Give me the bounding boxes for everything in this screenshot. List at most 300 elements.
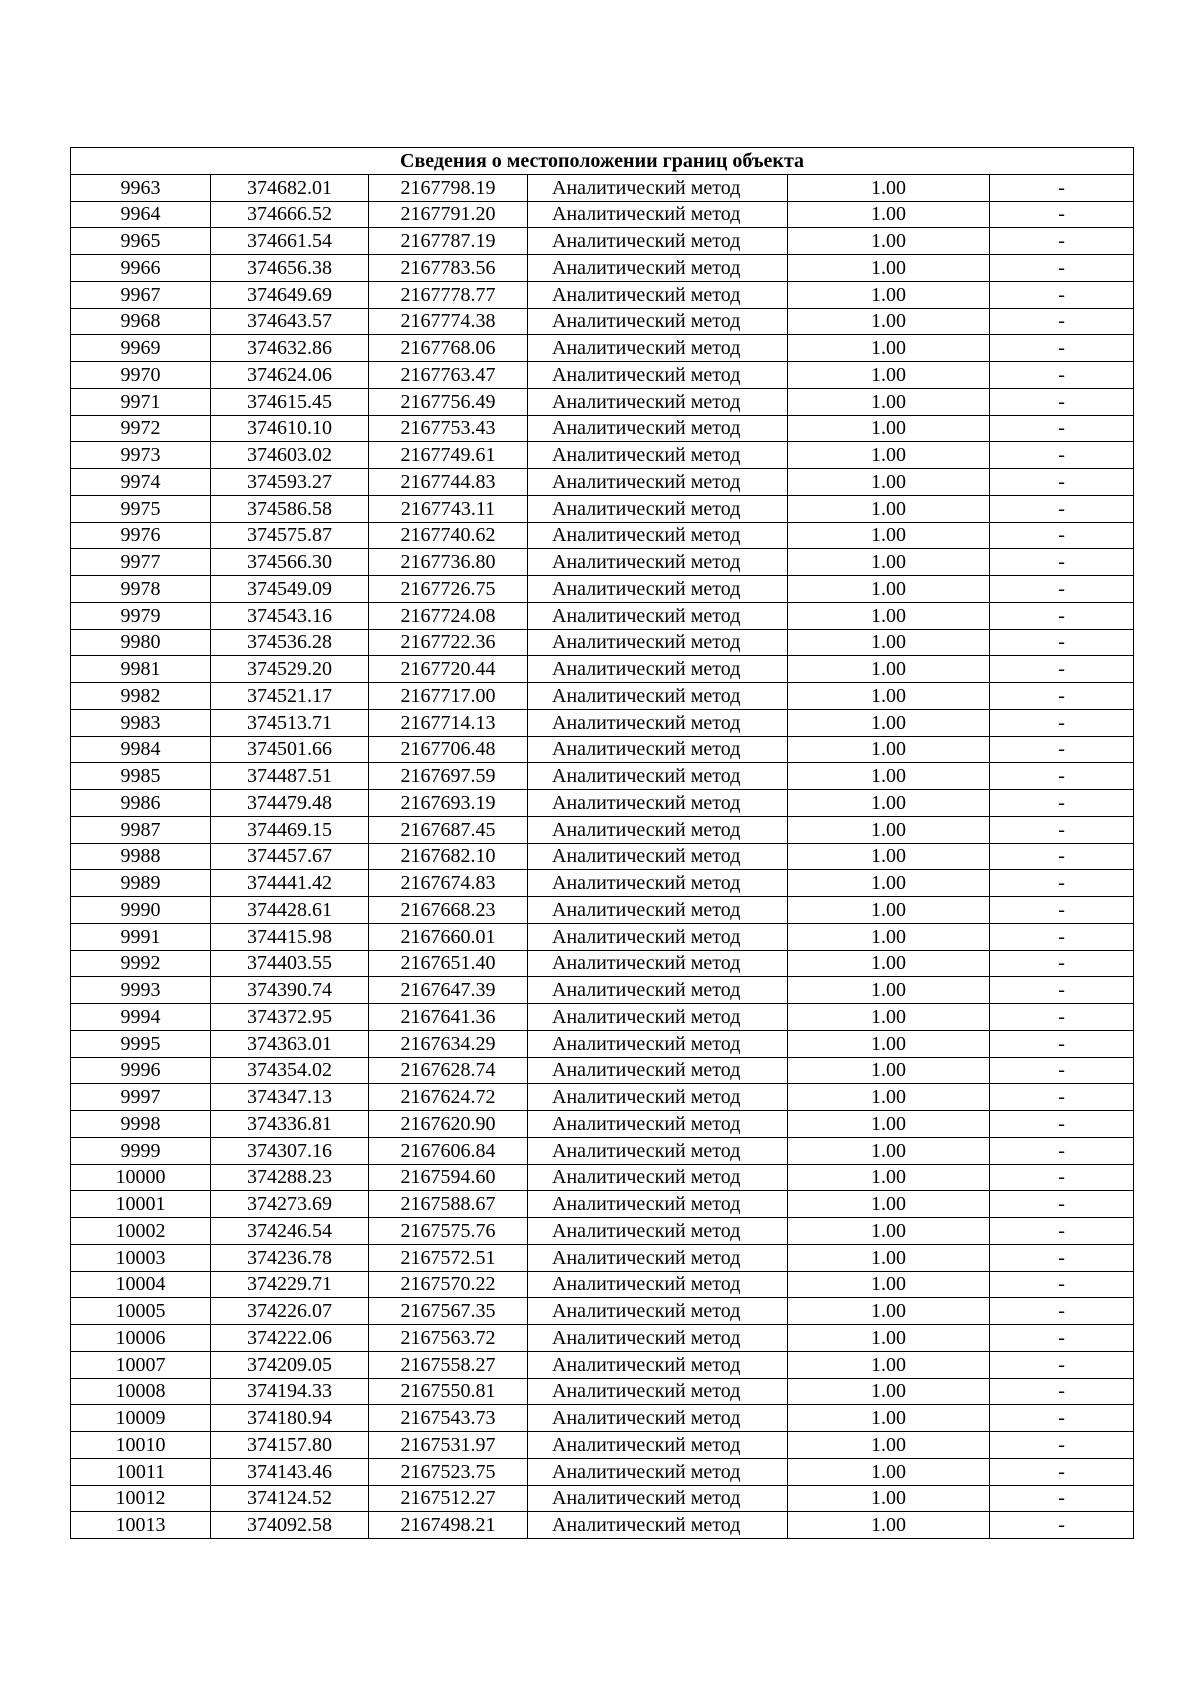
cell-accuracy: 1.00 — [788, 308, 990, 335]
cell-method: Аналитический метод — [528, 602, 788, 629]
table-row — [71, 629, 1134, 656]
cell-coord-y: 2167756.49 — [369, 388, 528, 415]
cell-accuracy: 1.00 — [788, 629, 990, 656]
cell-description: - — [990, 1244, 1134, 1271]
table-row — [71, 1244, 1134, 1271]
table-row — [71, 362, 1134, 389]
table-row — [71, 897, 1134, 924]
cell-point-number: 9997 — [71, 1084, 211, 1111]
table-row — [71, 308, 1134, 335]
table-row — [71, 870, 1134, 897]
cell-coord-x: 374194.33 — [211, 1378, 369, 1405]
cell-accuracy: 1.00 — [788, 1432, 990, 1459]
cell-method: Аналитический метод — [528, 897, 788, 924]
cell-coord-y: 2167550.81 — [369, 1378, 528, 1405]
cell-description: - — [990, 1164, 1134, 1191]
table-row — [71, 281, 1134, 308]
cell-method: Аналитический метод — [528, 923, 788, 950]
table-row — [71, 1378, 1134, 1405]
cell-coord-y: 2167558.27 — [369, 1351, 528, 1378]
table-row — [71, 816, 1134, 843]
table-row — [71, 763, 1134, 790]
cell-description: - — [990, 362, 1134, 389]
cell-point-number: 10002 — [71, 1218, 211, 1245]
cell-method: Аналитический метод — [528, 308, 788, 335]
cell-coord-y: 2167628.74 — [369, 1057, 528, 1084]
cell-point-number: 9995 — [71, 1030, 211, 1057]
cell-accuracy: 1.00 — [788, 495, 990, 522]
table-row — [71, 576, 1134, 603]
cell-accuracy: 1.00 — [788, 1271, 990, 1298]
cell-description: - — [990, 335, 1134, 362]
cell-method: Аналитический метод — [528, 1030, 788, 1057]
cell-coord-x: 374666.52 — [211, 201, 369, 228]
cell-coord-y: 2167706.48 — [369, 736, 528, 763]
cell-coord-y: 2167717.00 — [369, 683, 528, 710]
cell-point-number: 9979 — [71, 602, 211, 629]
cell-point-number: 9977 — [71, 549, 211, 576]
cell-coord-x: 374487.51 — [211, 763, 369, 790]
cell-description: - — [990, 1432, 1134, 1459]
cell-method: Аналитический метод — [528, 522, 788, 549]
table-row — [71, 469, 1134, 496]
table-row — [71, 923, 1134, 950]
cell-point-number: 10009 — [71, 1405, 211, 1432]
table-row — [71, 683, 1134, 710]
cell-point-number: 9998 — [71, 1111, 211, 1138]
cell-coord-x: 374124.52 — [211, 1485, 369, 1512]
cell-coord-y: 2167572.51 — [369, 1244, 528, 1271]
cell-coord-x: 374307.16 — [211, 1137, 369, 1164]
cell-point-number: 9988 — [71, 843, 211, 870]
cell-method: Аналитический метод — [528, 415, 788, 442]
cell-accuracy: 1.00 — [788, 1164, 990, 1191]
cell-accuracy: 1.00 — [788, 736, 990, 763]
cell-point-number: 9996 — [71, 1057, 211, 1084]
cell-method: Аналитический метод — [528, 1405, 788, 1432]
cell-accuracy: 1.00 — [788, 1485, 990, 1512]
cell-description: - — [990, 228, 1134, 255]
table-row — [71, 1298, 1134, 1325]
cell-accuracy: 1.00 — [788, 522, 990, 549]
cell-method: Аналитический метод — [528, 174, 788, 201]
cell-point-number: 9975 — [71, 495, 211, 522]
cell-coord-y: 2167783.56 — [369, 255, 528, 282]
cell-method: Аналитический метод — [528, 1271, 788, 1298]
cell-method: Аналитический метод — [528, 843, 788, 870]
table-row — [71, 228, 1134, 255]
cell-description: - — [990, 763, 1134, 790]
cell-method: Аналитический метод — [528, 442, 788, 469]
cell-description: - — [990, 736, 1134, 763]
cell-coord-y: 2167588.67 — [369, 1191, 528, 1218]
cell-coord-x: 374529.20 — [211, 656, 369, 683]
cell-description: - — [990, 1271, 1134, 1298]
cell-coord-y: 2167512.27 — [369, 1485, 528, 1512]
cell-coord-x: 374479.48 — [211, 790, 369, 817]
cell-description: - — [990, 255, 1134, 282]
cell-accuracy: 1.00 — [788, 1298, 990, 1325]
cell-coord-y: 2167720.44 — [369, 656, 528, 683]
cell-description: - — [990, 977, 1134, 1004]
cell-coord-y: 2167697.59 — [369, 763, 528, 790]
table-row — [71, 415, 1134, 442]
cell-point-number: 9964 — [71, 201, 211, 228]
cell-point-number: 10000 — [71, 1164, 211, 1191]
table-row — [71, 950, 1134, 977]
cell-method: Аналитический метод — [528, 1111, 788, 1138]
cell-method: Аналитический метод — [528, 335, 788, 362]
cell-coord-y: 2167575.76 — [369, 1218, 528, 1245]
cell-accuracy: 1.00 — [788, 1458, 990, 1485]
cell-coord-x: 374403.55 — [211, 950, 369, 977]
table-row — [71, 656, 1134, 683]
cell-coord-x: 374632.86 — [211, 335, 369, 362]
cell-coord-x: 374643.57 — [211, 308, 369, 335]
cell-coord-x: 374536.28 — [211, 629, 369, 656]
cell-method: Аналитический метод — [528, 790, 788, 817]
table-row — [71, 1432, 1134, 1459]
cell-description: - — [990, 281, 1134, 308]
cell-method: Аналитический метод — [528, 656, 788, 683]
cell-coord-x: 374501.66 — [211, 736, 369, 763]
cell-description: - — [990, 683, 1134, 710]
cell-coord-x: 374543.16 — [211, 602, 369, 629]
cell-coord-x: 374180.94 — [211, 1405, 369, 1432]
cell-method: Аналитический метод — [528, 495, 788, 522]
table-row — [71, 1057, 1134, 1084]
cell-method: Аналитический метод — [528, 1244, 788, 1271]
cell-method: Аналитический метод — [528, 683, 788, 710]
cell-coord-y: 2167660.01 — [369, 923, 528, 950]
cell-description: - — [990, 1298, 1134, 1325]
cell-method: Аналитический метод — [528, 228, 788, 255]
table-row — [71, 602, 1134, 629]
cell-method: Аналитический метод — [528, 201, 788, 228]
table-row — [71, 201, 1134, 228]
cell-accuracy: 1.00 — [788, 362, 990, 389]
cell-description: - — [990, 870, 1134, 897]
cell-coord-x: 374372.95 — [211, 1004, 369, 1031]
cell-coord-y: 2167743.11 — [369, 495, 528, 522]
cell-description: - — [990, 1485, 1134, 1512]
cell-method: Аналитический метод — [528, 469, 788, 496]
cell-method: Аналитический метод — [528, 1432, 788, 1459]
cell-accuracy: 1.00 — [788, 1512, 990, 1539]
table-row — [71, 1271, 1134, 1298]
cell-accuracy: 1.00 — [788, 1137, 990, 1164]
cell-coord-x: 374209.05 — [211, 1351, 369, 1378]
table-row — [71, 1164, 1134, 1191]
cell-point-number: 9973 — [71, 442, 211, 469]
cell-accuracy: 1.00 — [788, 1351, 990, 1378]
cell-accuracy: 1.00 — [788, 1030, 990, 1057]
cell-point-number: 9972 — [71, 415, 211, 442]
table-row — [71, 1485, 1134, 1512]
cell-method: Аналитический метод — [528, 281, 788, 308]
cell-accuracy: 1.00 — [788, 201, 990, 228]
cell-coord-x: 374273.69 — [211, 1191, 369, 1218]
cell-coord-x: 374354.02 — [211, 1057, 369, 1084]
table-row — [71, 736, 1134, 763]
cell-method: Аналитический метод — [528, 736, 788, 763]
cell-point-number: 9982 — [71, 683, 211, 710]
cell-description: - — [990, 415, 1134, 442]
cell-point-number: 9968 — [71, 308, 211, 335]
cell-point-number: 10011 — [71, 1458, 211, 1485]
cell-point-number: 9994 — [71, 1004, 211, 1031]
cell-coord-x: 374649.69 — [211, 281, 369, 308]
cell-accuracy: 1.00 — [788, 923, 990, 950]
cell-coord-y: 2167774.38 — [369, 308, 528, 335]
table-row — [71, 1004, 1134, 1031]
cell-coord-y: 2167674.83 — [369, 870, 528, 897]
cell-method: Аналитический метод — [528, 1191, 788, 1218]
cell-description: - — [990, 950, 1134, 977]
cell-method: Аналитический метод — [528, 1458, 788, 1485]
cell-coord-y: 2167768.06 — [369, 335, 528, 362]
cell-method: Аналитический метод — [528, 388, 788, 415]
cell-coord-y: 2167641.36 — [369, 1004, 528, 1031]
cell-coord-y: 2167543.73 — [369, 1405, 528, 1432]
cell-point-number: 10004 — [71, 1271, 211, 1298]
cell-method: Аналитический метод — [528, 1378, 788, 1405]
cell-description: - — [990, 1057, 1134, 1084]
cell-accuracy: 1.00 — [788, 1218, 990, 1245]
cell-description: - — [990, 1111, 1134, 1138]
cell-method: Аналитический метод — [528, 763, 788, 790]
cell-point-number: 9965 — [71, 228, 211, 255]
cell-accuracy: 1.00 — [788, 1244, 990, 1271]
cell-coord-y: 2167753.43 — [369, 415, 528, 442]
cell-description: - — [990, 790, 1134, 817]
cell-description: - — [990, 308, 1134, 335]
table-body — [71, 174, 1134, 1538]
cell-coord-x: 374469.15 — [211, 816, 369, 843]
table-title-row — [71, 148, 1134, 175]
cell-description: - — [990, 1137, 1134, 1164]
cell-coord-y: 2167682.10 — [369, 843, 528, 870]
cell-description: - — [990, 495, 1134, 522]
cell-coord-y: 2167744.83 — [369, 469, 528, 496]
cell-method: Аналитический метод — [528, 362, 788, 389]
cell-method: Аналитический метод — [528, 549, 788, 576]
cell-accuracy: 1.00 — [788, 656, 990, 683]
cell-method: Аналитический метод — [528, 1298, 788, 1325]
cell-coord-x: 374236.78 — [211, 1244, 369, 1271]
cell-description: - — [990, 174, 1134, 201]
cell-coord-x: 374288.23 — [211, 1164, 369, 1191]
cell-coord-y: 2167714.13 — [369, 709, 528, 736]
cell-coord-y: 2167606.84 — [369, 1137, 528, 1164]
cell-description: - — [990, 442, 1134, 469]
cell-accuracy: 1.00 — [788, 335, 990, 362]
cell-point-number: 9971 — [71, 388, 211, 415]
cell-accuracy: 1.00 — [788, 602, 990, 629]
cell-accuracy: 1.00 — [788, 174, 990, 201]
cell-coord-x: 374229.71 — [211, 1271, 369, 1298]
table-row — [71, 843, 1134, 870]
cell-description: - — [990, 1325, 1134, 1352]
cell-method: Аналитический метод — [528, 1485, 788, 1512]
cell-coord-x: 374226.07 — [211, 1298, 369, 1325]
cell-coord-x: 374390.74 — [211, 977, 369, 1004]
table-row — [71, 335, 1134, 362]
cell-accuracy: 1.00 — [788, 950, 990, 977]
cell-coord-x: 374457.67 — [211, 843, 369, 870]
cell-coord-x: 374157.80 — [211, 1432, 369, 1459]
cell-point-number: 10001 — [71, 1191, 211, 1218]
table-row — [71, 442, 1134, 469]
cell-description: - — [990, 469, 1134, 496]
cell-coord-x: 374222.06 — [211, 1325, 369, 1352]
cell-description: - — [990, 549, 1134, 576]
cell-coord-x: 374566.30 — [211, 549, 369, 576]
cell-coord-x: 374092.58 — [211, 1512, 369, 1539]
cell-coord-x: 374246.54 — [211, 1218, 369, 1245]
cell-method: Аналитический метод — [528, 1218, 788, 1245]
cell-accuracy: 1.00 — [788, 415, 990, 442]
cell-method: Аналитический метод — [528, 816, 788, 843]
cell-accuracy: 1.00 — [788, 709, 990, 736]
cell-accuracy: 1.00 — [788, 442, 990, 469]
cell-method: Аналитический метод — [528, 629, 788, 656]
cell-coord-y: 2167740.62 — [369, 522, 528, 549]
cell-point-number: 10010 — [71, 1432, 211, 1459]
cell-description: - — [990, 1351, 1134, 1378]
table-row — [71, 255, 1134, 282]
cell-coord-y: 2167634.29 — [369, 1030, 528, 1057]
table-row — [71, 174, 1134, 201]
cell-point-number: 10007 — [71, 1351, 211, 1378]
cell-coord-y: 2167763.47 — [369, 362, 528, 389]
cell-description: - — [990, 388, 1134, 415]
cell-point-number: 10003 — [71, 1244, 211, 1271]
cell-accuracy: 1.00 — [788, 897, 990, 924]
cell-method: Аналитический метод — [528, 870, 788, 897]
table-row — [71, 495, 1134, 522]
table-row — [71, 1512, 1134, 1539]
cell-description: - — [990, 576, 1134, 603]
cell-point-number: 9989 — [71, 870, 211, 897]
table-row — [71, 1458, 1134, 1485]
cell-point-number: 10008 — [71, 1378, 211, 1405]
cell-point-number: 9966 — [71, 255, 211, 282]
cell-point-number: 10013 — [71, 1512, 211, 1539]
cell-description: - — [990, 843, 1134, 870]
cell-accuracy: 1.00 — [788, 469, 990, 496]
cell-accuracy: 1.00 — [788, 549, 990, 576]
cell-point-number: 9984 — [71, 736, 211, 763]
cell-coord-x: 374441.42 — [211, 870, 369, 897]
cell-point-number: 9985 — [71, 763, 211, 790]
cell-point-number: 9991 — [71, 923, 211, 950]
cell-coord-y: 2167724.08 — [369, 602, 528, 629]
cell-point-number: 10006 — [71, 1325, 211, 1352]
cell-coord-y: 2167722.36 — [369, 629, 528, 656]
table-row — [71, 1405, 1134, 1432]
cell-description: - — [990, 1030, 1134, 1057]
cell-accuracy: 1.00 — [788, 281, 990, 308]
cell-point-number: 10005 — [71, 1298, 211, 1325]
cell-point-number: 9990 — [71, 897, 211, 924]
cell-accuracy: 1.00 — [788, 576, 990, 603]
cell-coord-y: 2167651.40 — [369, 950, 528, 977]
cell-accuracy: 1.00 — [788, 1084, 990, 1111]
cell-description: - — [990, 1378, 1134, 1405]
cell-coord-x: 374549.09 — [211, 576, 369, 603]
cell-method: Аналитический метод — [528, 1057, 788, 1084]
cell-coord-y: 2167798.19 — [369, 174, 528, 201]
cell-accuracy: 1.00 — [788, 1191, 990, 1218]
cell-accuracy: 1.00 — [788, 255, 990, 282]
table-row — [71, 522, 1134, 549]
cell-accuracy: 1.00 — [788, 1111, 990, 1138]
cell-coord-x: 374593.27 — [211, 469, 369, 496]
cell-point-number: 9992 — [71, 950, 211, 977]
cell-coord-y: 2167647.39 — [369, 977, 528, 1004]
cell-point-number: 9993 — [71, 977, 211, 1004]
cell-method: Аналитический метод — [528, 1512, 788, 1539]
cell-coord-x: 374682.01 — [211, 174, 369, 201]
cell-coord-x: 374415.98 — [211, 923, 369, 950]
cell-coord-x: 374336.81 — [211, 1111, 369, 1138]
table-row — [71, 1111, 1134, 1138]
cell-description: - — [990, 201, 1134, 228]
table-row — [71, 709, 1134, 736]
cell-description: - — [990, 1004, 1134, 1031]
table-row — [71, 549, 1134, 576]
cell-point-number: 9974 — [71, 469, 211, 496]
cell-method: Аналитический метод — [528, 709, 788, 736]
cell-coord-x: 374521.17 — [211, 683, 369, 710]
cell-coord-y: 2167749.61 — [369, 442, 528, 469]
cell-coord-y: 2167531.97 — [369, 1432, 528, 1459]
cell-method: Аналитический метод — [528, 1325, 788, 1352]
cell-accuracy: 1.00 — [788, 1405, 990, 1432]
cell-coord-y: 2167791.20 — [369, 201, 528, 228]
cell-method: Аналитический метод — [528, 1164, 788, 1191]
cell-point-number: 9987 — [71, 816, 211, 843]
cell-coord-y: 2167563.72 — [369, 1325, 528, 1352]
cell-description: - — [990, 602, 1134, 629]
cell-accuracy: 1.00 — [788, 388, 990, 415]
cell-description: - — [990, 923, 1134, 950]
cell-accuracy: 1.00 — [788, 1057, 990, 1084]
cell-accuracy: 1.00 — [788, 870, 990, 897]
cell-description: - — [990, 1218, 1134, 1245]
cell-coord-y: 2167787.19 — [369, 228, 528, 255]
cell-coord-x: 374363.01 — [211, 1030, 369, 1057]
cell-method: Аналитический метод — [528, 950, 788, 977]
cell-method: Аналитический метод — [528, 576, 788, 603]
cell-description: - — [990, 656, 1134, 683]
cell-description: - — [990, 709, 1134, 736]
cell-coord-x: 374603.02 — [211, 442, 369, 469]
cell-point-number: 9986 — [71, 790, 211, 817]
cell-method: Аналитический метод — [528, 1004, 788, 1031]
table-row — [71, 1218, 1134, 1245]
cell-description: - — [990, 629, 1134, 656]
cell-point-number: 9970 — [71, 362, 211, 389]
cell-coord-x: 374610.10 — [211, 415, 369, 442]
cell-method: Аналитический метод — [528, 255, 788, 282]
cell-coord-x: 374656.38 — [211, 255, 369, 282]
cell-point-number: 9980 — [71, 629, 211, 656]
table-row — [71, 790, 1134, 817]
cell-coord-x: 374661.54 — [211, 228, 369, 255]
table-row — [71, 1084, 1134, 1111]
